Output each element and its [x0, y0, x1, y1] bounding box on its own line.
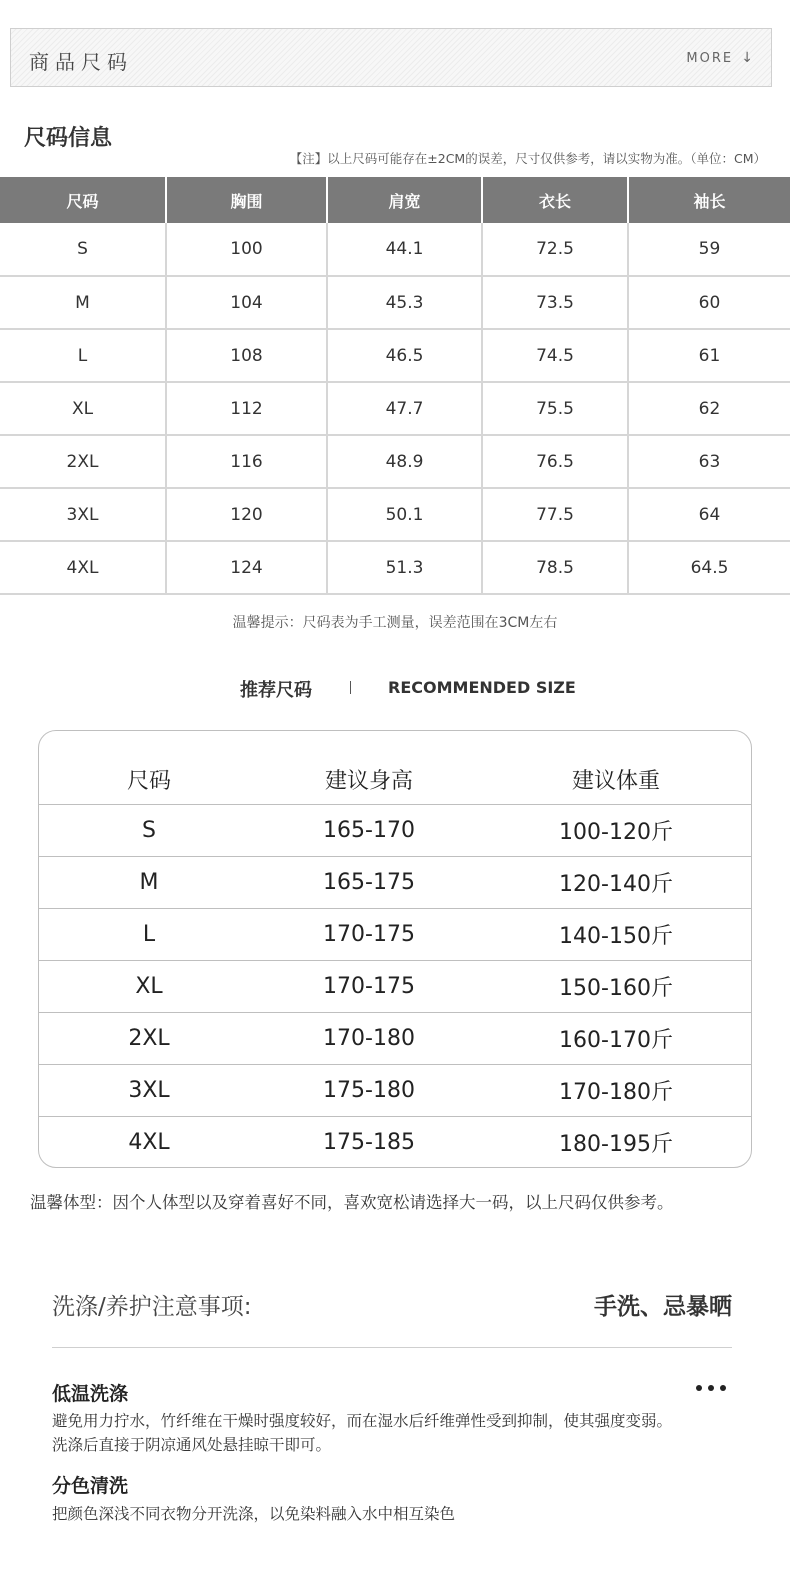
table-cell: 112 [166, 382, 327, 435]
table-cell: 76.5 [482, 435, 628, 488]
measurement-tip: 温馨提示：尺码表为手工测量，误差范围在3CM左右 [232, 615, 558, 631]
table-cell: 73.5 [482, 276, 628, 329]
table-row [39, 1116, 752, 1168]
care-divider [52, 1347, 732, 1348]
table-cell: 4XL [0, 541, 166, 594]
table-row [0, 488, 790, 541]
table-cell: 2XL [0, 435, 166, 488]
arrow-down-icon: ↓ [741, 50, 755, 66]
table-cell: XL [0, 382, 166, 435]
column-header: 建议体重 [479, 731, 752, 804]
table-cell: 46.5 [327, 329, 482, 382]
recommended-title-en: RECOMMENDED SIZE [388, 678, 576, 697]
table-cell: 100 [166, 223, 327, 276]
table-cell: 44.1 [327, 223, 482, 276]
table-cell: 3XL [0, 488, 166, 541]
care-item-text: 避免用力拧水，竹纤维在干燥时强度较好，而在湿水后纤维弹性受到抑制，使其强度变弱。 [52, 1412, 673, 1430]
table-row [39, 804, 752, 856]
table-cell: 175-185 [323, 1129, 415, 1155]
table-row [39, 1064, 752, 1116]
more-label: MORE [686, 51, 734, 66]
recommended-table-header [39, 731, 752, 804]
size-info-title: 尺码信息 [24, 126, 113, 151]
table-cell: 2XL [39, 1012, 259, 1064]
table-cell: M [0, 276, 166, 329]
table-cell: 47.7 [327, 382, 482, 435]
table-row [0, 329, 790, 382]
table-cell: 120-140斤 [479, 856, 752, 908]
body-type-tip: 温馨体型：因个人体型以及穿着喜好不同，喜欢宽松请选择大一码，以上尺码仅供参考。 [30, 1193, 674, 1212]
table-cell: 175-180 [259, 1064, 479, 1116]
table-cell: 140-150斤 [479, 908, 752, 960]
table-cell: 108 [166, 329, 327, 382]
table-row [0, 223, 790, 276]
recommended-size-table [39, 731, 752, 1168]
table-cell: M [39, 856, 259, 908]
table-cell: 150-160斤 [479, 960, 752, 1012]
table-cell: 165-175 [259, 856, 479, 908]
table-cell: 100-120斤 [479, 804, 752, 856]
recommended-title-cn: 推荐尺码 [240, 680, 312, 701]
table-cell: 4XL [128, 1129, 170, 1155]
care-item-title: 分色清洗 [52, 1475, 129, 1497]
table-row [39, 960, 752, 1012]
table-cell: 64.5 [628, 541, 790, 594]
column-header: 肩宽 [327, 177, 482, 223]
table-cell: 170-180斤 [479, 1064, 752, 1116]
care-value: 手洗、忌暴晒 [594, 1294, 732, 1320]
size-table [0, 177, 790, 595]
table-cell: 180-195斤 [559, 1131, 673, 1157]
table-cell: 77.5 [482, 488, 628, 541]
table-cell: L [0, 329, 166, 382]
table-row [0, 276, 790, 329]
table-row [39, 1012, 752, 1064]
more-dots-icon [696, 1385, 726, 1391]
table-cell: 116 [166, 435, 327, 488]
table-cell: 74.5 [482, 329, 628, 382]
table-cell: S [39, 804, 259, 856]
table-cell: 63 [628, 435, 790, 488]
table-cell: 104 [166, 276, 327, 329]
table-cell: 124 [166, 541, 327, 594]
column-header: 建议身高 [259, 731, 479, 804]
column-header: 尺码 [0, 177, 166, 223]
size-info-note: 【注】以上尺码可能存在±2CM的误差，尺寸仅供参考，请以实物为准。（单位：CM） [289, 151, 766, 166]
recommended-heading [0, 676, 790, 700]
table-cell: 45.3 [327, 276, 482, 329]
table-cell: 59 [628, 223, 790, 276]
column-header: 衣长 [482, 177, 628, 223]
table-cell: 75.5 [482, 382, 628, 435]
table-cell: 165-170 [259, 804, 479, 856]
heading-divider [350, 681, 351, 694]
care-item-title: 低温洗涤 [52, 1383, 129, 1405]
care-item-text: 洗涤后直接于阴凉通风处悬挂晾干即可。 [52, 1436, 332, 1454]
section-header-title: 商品尺码 [29, 50, 133, 74]
column-header: 袖长 [628, 177, 790, 223]
size-table-header [0, 177, 790, 223]
table-row [0, 541, 790, 594]
table-cell: 170-175 [259, 908, 479, 960]
table-cell: 78.5 [482, 541, 628, 594]
table-cell: 170-180 [259, 1012, 479, 1064]
table-cell: 72.5 [482, 223, 628, 276]
table-cell: 160-170斤 [479, 1012, 752, 1064]
table-row [0, 435, 790, 488]
table-cell: 60 [628, 276, 790, 329]
more-link[interactable] [686, 50, 755, 66]
table-cell: 170-175 [259, 960, 479, 1012]
table-cell: 50.1 [327, 488, 482, 541]
table-row [39, 908, 752, 960]
table-cell: 61 [628, 329, 790, 382]
section-header-bar [10, 28, 772, 87]
column-header: 尺码 [39, 731, 259, 804]
table-cell: 120 [166, 488, 327, 541]
care-item-text: 把颜色深浅不同衣物分开洗涤，以免染料融入水中相互染色 [52, 1505, 456, 1523]
recommended-size-box [38, 730, 752, 1168]
table-row [0, 382, 790, 435]
column-header: 胸围 [166, 177, 327, 223]
table-cell: 51.3 [327, 541, 482, 594]
table-cell: 48.9 [327, 435, 482, 488]
table-row [39, 856, 752, 908]
care-title: 洗涤/养护注意事项: [52, 1294, 252, 1320]
table-cell: L [39, 908, 259, 960]
table-cell: 3XL [39, 1064, 259, 1116]
table-cell: S [0, 223, 166, 276]
table-cell: 62 [628, 382, 790, 435]
table-cell: 64 [628, 488, 790, 541]
table-cell: XL [39, 960, 259, 1012]
